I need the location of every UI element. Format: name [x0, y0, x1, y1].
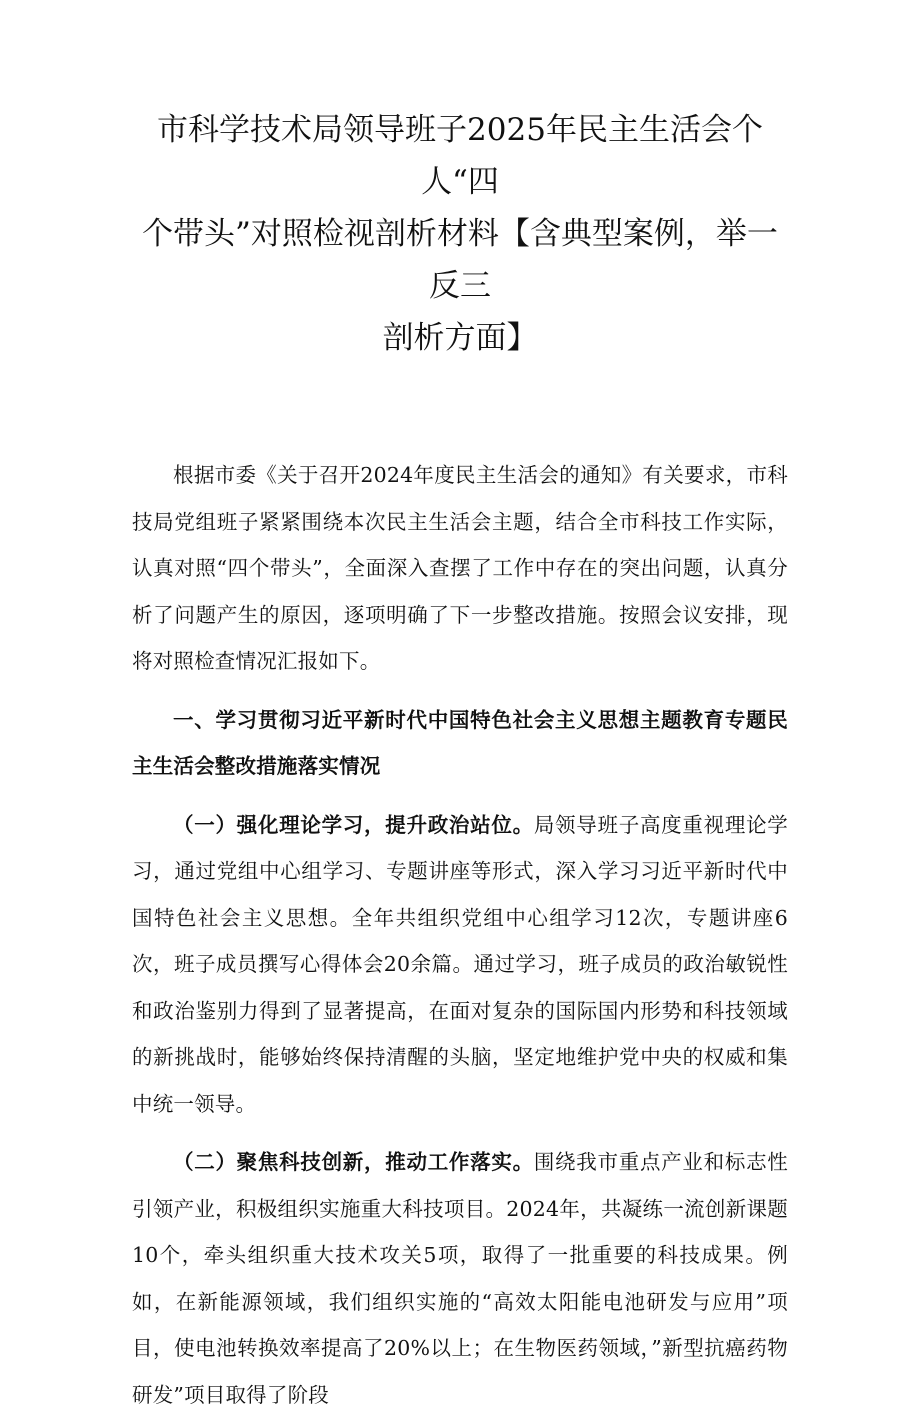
item-2-body: 围绕我市重点产业和标志性引领产业，积极组织实施重大科技项目。2024年，共凝练一流创新课题10个，牵头组织重大技术攻关5项，取得了一批重要的科技成果。例如，在新能源领域，我们组织实施的“高效太阳能电池研发与应用”项目，使电池转换效率提高了20%以上；在生物医药领域，”新型抗癌药物研发”项目取得了阶段: [132, 1150, 788, 1407]
item-2-paragraph: [132, 1139, 788, 1418]
section-1-heading: 一、学习贯彻习近平新时代中国特色社会主义思想主题教育专题民主生活会整改措施落实情况: [132, 707, 788, 778]
title-line-3: 剖析方面】: [382, 320, 538, 356]
item-2-lead: （二）聚焦科技创新，推动工作落实。: [173, 1150, 534, 1174]
title-line-2: 个带头”对照检视剖析材料【含典型案例，举一反三: [142, 216, 778, 304]
item-1-lead: （一）强化理论学习，提升政治站位。: [173, 812, 534, 837]
title-line-1: 市科学技术局领导班子2025年民主生活会个人“四: [157, 112, 763, 200]
item-1-body: 局领导班子高度重视理论学习，通过党组中心组学习、专题讲座等形式，深入学习习近平新时代中国特色社会主义思想。全年共组织党组中心组学习12次，专题讲座6次，班子成员撰写心得体会20余篇。通过学习，班子成员的政治敏锐性和政治鉴别力得到了显著提高，在面对复杂的国际国内形势和科技领域的新挑战时，能够始终保持清醒的头脑，坚定地维护党中央的权威和集中统一领导。: [132, 812, 788, 1116]
document-title: [132, 104, 788, 364]
intro-paragraph: 根据市委《关于召开2024年度民主生活会的通知》有关要求，市科技局党组班子紧紧围绕本次民主生活会主题，结合全市科技工作实际，认真对照“四个带头”，全面深入查摆了工作中存在的突出问题，认真分析了问题产生的原因，逐项明确了下一步整改措施。按照会议安排，现将对照检查情况汇报如下。: [132, 463, 788, 673]
item-1-paragraph: [132, 802, 788, 1128]
